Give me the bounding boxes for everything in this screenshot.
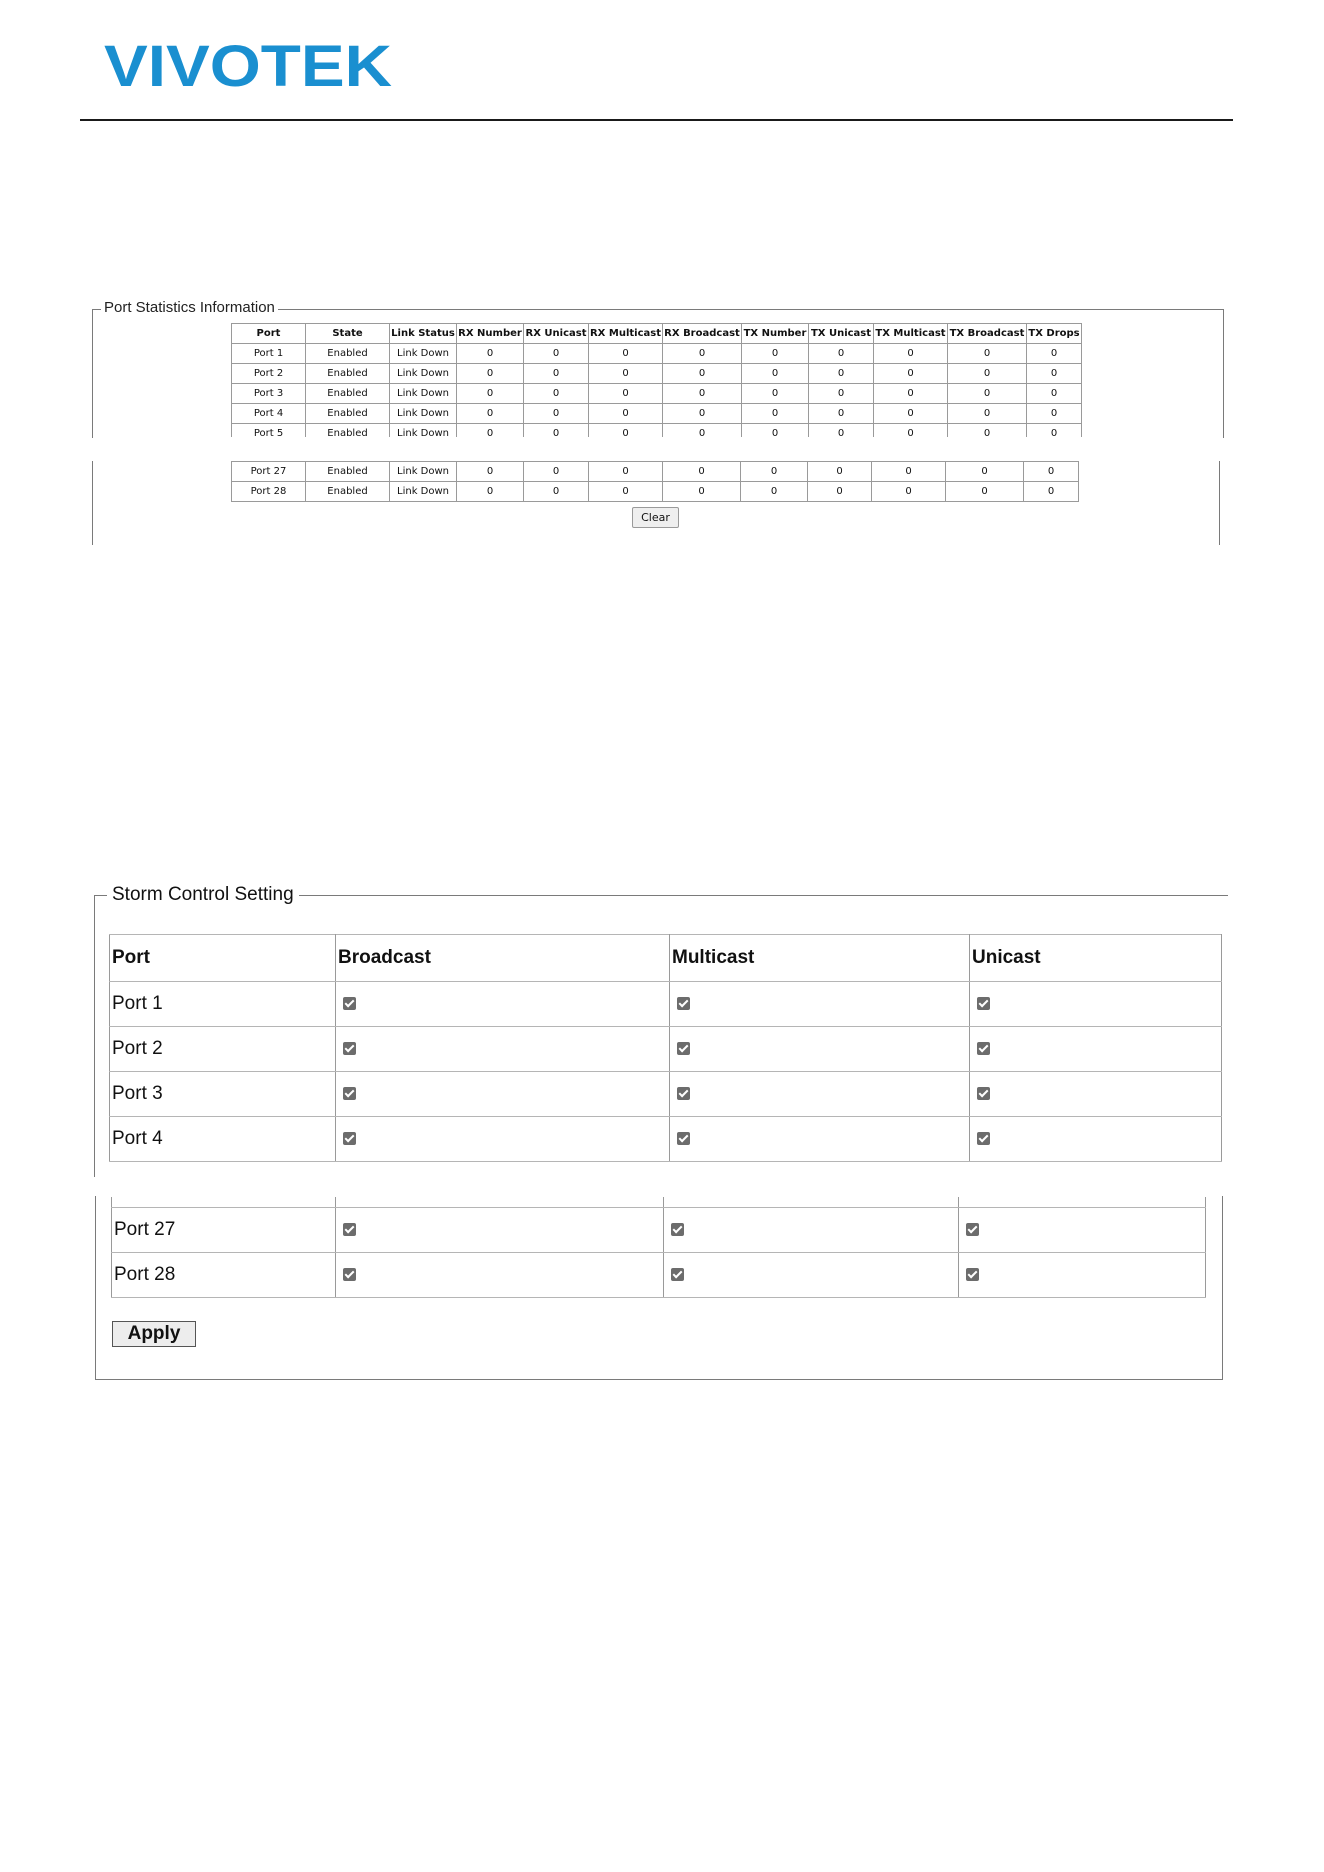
broadcast-cell	[336, 1208, 664, 1253]
ps-cell: Port 2	[232, 364, 306, 384]
unicast-checkbox[interactable]	[977, 1132, 990, 1145]
port-name: Port 2	[110, 1027, 336, 1072]
port-name: Port 4	[110, 1117, 336, 1162]
ps-cell: 0	[663, 424, 742, 438]
ps-cell: Link Down	[390, 344, 457, 364]
port-statistics-table	[231, 323, 1082, 437]
storm-control-legend: Storm Control Setting	[107, 883, 299, 907]
port-name: Port 28	[112, 1253, 336, 1298]
port-name: Port 27	[112, 1208, 336, 1253]
ps-column-header: Link Status	[390, 324, 457, 344]
ps-cell: 0	[809, 404, 874, 424]
ps-cell: 0	[457, 482, 524, 502]
multicast-cell	[670, 982, 970, 1027]
ps-cell: 0	[948, 424, 1027, 438]
ps-cell: 0	[872, 482, 946, 502]
ps-cell: 0	[742, 364, 809, 384]
ps-cell: Enabled	[306, 344, 390, 364]
ps-column-header: RX Broadcast	[663, 324, 742, 344]
ps-cell: 0	[808, 482, 872, 502]
ps-cell: 0	[872, 462, 946, 482]
port-name: Port 1	[110, 982, 336, 1027]
ps-cell: 0	[874, 424, 948, 438]
ps-cell: 0	[589, 344, 663, 364]
multicast-cell	[670, 1072, 970, 1117]
port-statistics-row	[232, 364, 1082, 384]
unicast-cell	[970, 982, 1222, 1027]
ps-cell: 0	[809, 384, 874, 404]
ps-cell: 0	[589, 364, 663, 384]
ps-cell: Link Down	[390, 404, 457, 424]
ps-cell: 0	[741, 462, 808, 482]
storm-control-row	[112, 1208, 1206, 1253]
storm-control-row	[110, 1117, 1222, 1162]
port-statistics-legend: Port Statistics Information	[101, 299, 278, 317]
ps-cell: Link Down	[390, 384, 457, 404]
ps-cell: 0	[1027, 364, 1082, 384]
ps-column-header: RX Multicast	[589, 324, 663, 344]
multicast-checkbox[interactable]	[677, 997, 690, 1010]
broadcast-cell	[336, 1253, 664, 1298]
ps-cell: Port 4	[232, 404, 306, 424]
ps-cell: 0	[663, 482, 741, 502]
storm-control-row	[112, 1253, 1206, 1298]
broadcast-cell	[336, 1072, 670, 1117]
unicast-cell	[970, 1027, 1222, 1072]
vivotek-logo	[104, 40, 394, 92]
storm-control-table-bottom	[111, 1197, 1206, 1298]
sc-column-header: Port	[110, 935, 336, 982]
ps-cell: 0	[524, 384, 589, 404]
unicast-cell	[970, 1072, 1222, 1117]
ps-cell: 0	[742, 424, 809, 438]
ps-cell: 0	[742, 344, 809, 364]
ps-cell: 0	[663, 344, 742, 364]
ps-cell: Enabled	[306, 482, 390, 502]
ps-cell: 0	[1027, 404, 1082, 424]
ps-column-header: RX Unicast	[524, 324, 589, 344]
sc-column-header: Unicast	[970, 935, 1222, 982]
ps-cell: 0	[1027, 344, 1082, 364]
ps-cell: Port 5	[232, 424, 306, 438]
port-statistics-row	[232, 344, 1082, 364]
broadcast-checkbox[interactable]	[343, 1223, 356, 1236]
unicast-cell	[959, 1208, 1206, 1253]
port-statistics-row	[232, 404, 1082, 424]
ps-cell: 0	[948, 404, 1027, 424]
ps-column-header: TX Number	[742, 324, 809, 344]
port-statistics-row	[232, 482, 1079, 502]
clear-button[interactable]: Clear	[632, 507, 679, 528]
unicast-checkbox[interactable]	[966, 1223, 979, 1236]
ps-cell: Link Down	[390, 462, 457, 482]
ps-column-header: State	[306, 324, 390, 344]
sc-column-header: Multicast	[670, 935, 970, 982]
ps-cell: 0	[874, 344, 948, 364]
multicast-cell	[670, 1027, 970, 1072]
storm-control-row	[110, 982, 1222, 1027]
unicast-cell	[959, 1253, 1206, 1298]
ps-cell: 0	[524, 462, 589, 482]
ps-cell: 0	[663, 364, 742, 384]
ps-cell: Port 3	[232, 384, 306, 404]
broadcast-cell	[336, 982, 670, 1027]
ps-cell: 0	[457, 424, 524, 438]
sc-column-header: Broadcast	[336, 935, 670, 982]
broadcast-checkbox[interactable]	[343, 1042, 356, 1055]
ps-cell: 0	[809, 344, 874, 364]
ps-cell: 0	[589, 384, 663, 404]
ps-cell: 0	[742, 384, 809, 404]
ps-cell: Enabled	[306, 384, 390, 404]
ps-cell: Port 28	[232, 482, 306, 502]
header-divider	[80, 119, 1233, 121]
ps-column-header: TX Unicast	[809, 324, 874, 344]
ps-column-header: TX Broadcast	[948, 324, 1027, 344]
apply-button[interactable]: Apply	[112, 1321, 196, 1347]
unicast-checkbox[interactable]	[977, 1087, 990, 1100]
ps-cell: 0	[589, 404, 663, 424]
port-statistics-row	[232, 424, 1082, 438]
port-statistics-row	[232, 462, 1079, 482]
ps-cell: 0	[1027, 424, 1082, 438]
ps-cell: 0	[874, 404, 948, 424]
ps-cell: 0	[524, 364, 589, 384]
ps-cell: Enabled	[306, 364, 390, 384]
ps-cell: 0	[524, 404, 589, 424]
ps-cell: 0	[946, 462, 1024, 482]
storm-control-header-row	[110, 935, 1222, 982]
ps-cell: 0	[948, 344, 1027, 364]
port-statistics-row	[232, 384, 1082, 404]
multicast-cell	[664, 1253, 959, 1298]
ps-cell: Link Down	[390, 424, 457, 438]
ps-cell: 0	[1024, 462, 1079, 482]
ps-cell: 0	[524, 482, 589, 502]
ps-column-header: Port	[232, 324, 306, 344]
ps-cell: Enabled	[306, 424, 390, 438]
broadcast-checkbox[interactable]	[343, 1268, 356, 1281]
ps-cell: Link Down	[390, 482, 457, 502]
ps-cell: 0	[589, 462, 663, 482]
ps-cell: 0	[524, 424, 589, 438]
ps-cell: Port 27	[232, 462, 306, 482]
storm-control-table	[109, 934, 1222, 1162]
ps-cell: 0	[742, 404, 809, 424]
ps-column-header: RX Number	[457, 324, 524, 344]
ps-cell: 0	[457, 462, 524, 482]
ps-cell: 0	[808, 462, 872, 482]
unicast-checkbox[interactable]	[977, 997, 990, 1010]
port-statistics-header-row	[232, 324, 1082, 344]
storm-control-row	[110, 1072, 1222, 1117]
broadcast-checkbox[interactable]	[343, 1132, 356, 1145]
ps-cell: 0	[874, 384, 948, 404]
ps-cell: Enabled	[306, 462, 390, 482]
multicast-cell	[664, 1208, 959, 1253]
ps-cell: 0	[1024, 482, 1079, 502]
ps-cell: 0	[457, 384, 524, 404]
multicast-checkbox[interactable]	[671, 1268, 684, 1281]
ps-cell: 0	[457, 404, 524, 424]
ps-cell: 0	[589, 424, 663, 438]
vivotek-logo-text: VIVOTEK	[104, 40, 393, 92]
broadcast-cell	[336, 1027, 670, 1072]
ps-cell: 0	[948, 364, 1027, 384]
unicast-cell	[970, 1117, 1222, 1162]
ps-cell: 0	[1027, 384, 1082, 404]
multicast-cell	[670, 1117, 970, 1162]
ps-cell: 0	[874, 364, 948, 384]
ps-cell: 0	[663, 384, 742, 404]
ps-cell: Enabled	[306, 404, 390, 424]
ps-cell: 0	[663, 462, 741, 482]
ps-cell: 0	[663, 404, 742, 424]
broadcast-cell	[336, 1117, 670, 1162]
ps-cell: 0	[741, 482, 808, 502]
port-name: Port 3	[110, 1072, 336, 1117]
port-statistics-table-clip	[0, 321, 1324, 437]
ps-column-header: TX Multicast	[874, 324, 948, 344]
ps-cell: 0	[809, 364, 874, 384]
storm-control-row	[110, 1027, 1222, 1072]
ps-cell: Link Down	[390, 364, 457, 384]
port-statistics-table-bottom	[231, 461, 1079, 502]
ps-cell: 0	[809, 424, 874, 438]
storm-control-row-partial	[112, 1197, 1206, 1208]
broadcast-checkbox[interactable]	[343, 1087, 356, 1100]
multicast-checkbox[interactable]	[671, 1223, 684, 1236]
ps-cell: 0	[524, 344, 589, 364]
ps-column-header: TX Drops	[1027, 324, 1082, 344]
ps-cell: 0	[946, 482, 1024, 502]
broadcast-checkbox[interactable]	[343, 997, 356, 1010]
storm-control-table-clip	[0, 933, 1324, 1176]
ps-cell: 0	[948, 384, 1027, 404]
multicast-checkbox[interactable]	[677, 1132, 690, 1145]
multicast-checkbox[interactable]	[677, 1042, 690, 1055]
ps-cell: 0	[589, 482, 663, 502]
ps-cell: Port 1	[232, 344, 306, 364]
unicast-checkbox[interactable]	[966, 1268, 979, 1281]
ps-cell: 0	[457, 364, 524, 384]
unicast-checkbox[interactable]	[977, 1042, 990, 1055]
ps-cell: 0	[457, 344, 524, 364]
multicast-checkbox[interactable]	[677, 1087, 690, 1100]
